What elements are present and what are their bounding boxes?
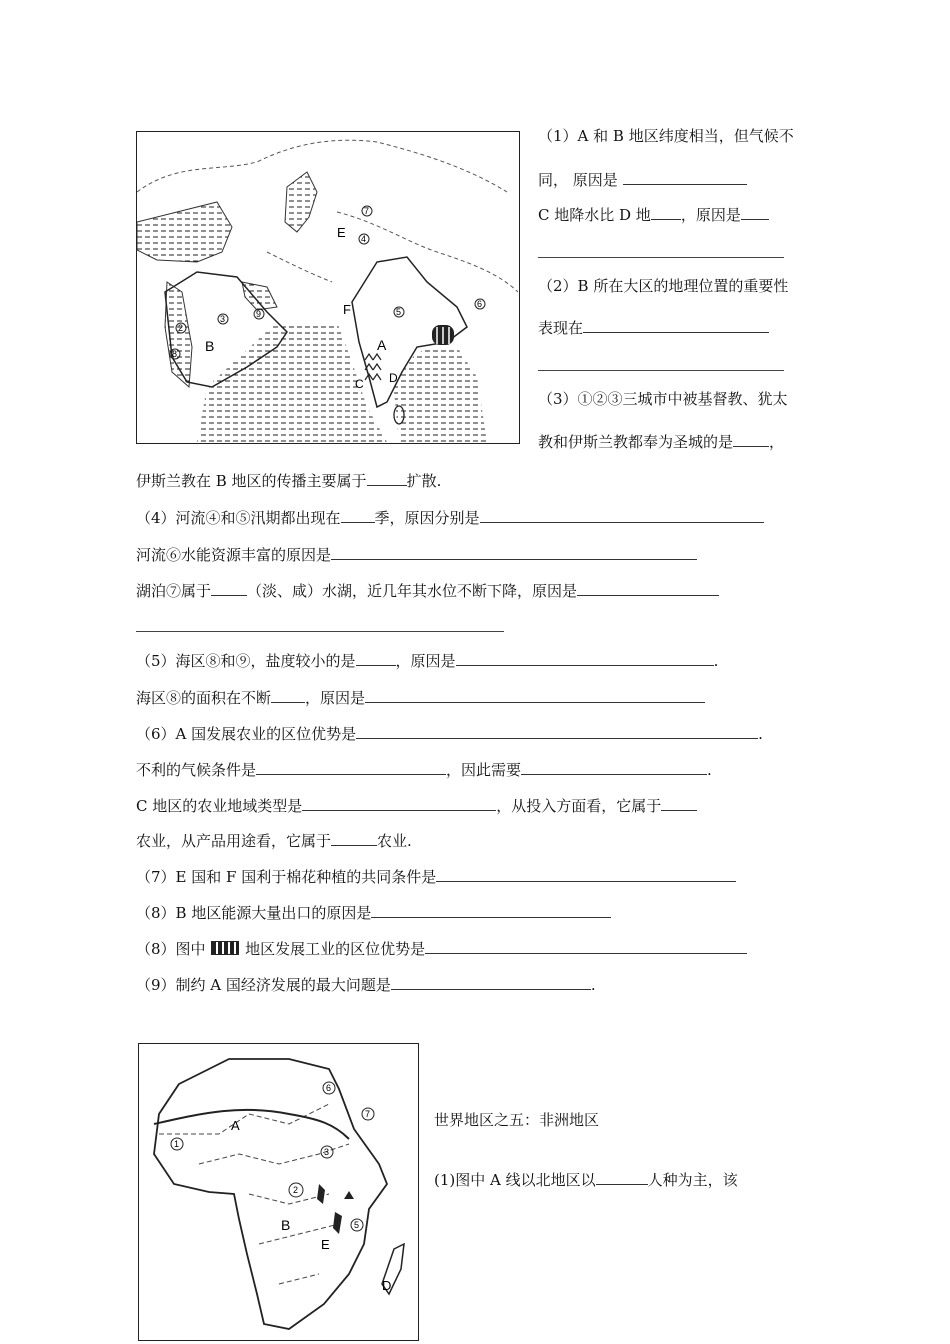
answer-blank[interactable]	[623, 170, 747, 185]
africa-map-drawing	[139, 1044, 417, 1339]
q6-line3-text-b: ，从投入方面看，它属于	[496, 797, 662, 815]
answer-blank[interactable]	[651, 205, 681, 220]
q7-text: （7）E 国和 F 国利于棉花种植的共同条件是	[136, 868, 437, 886]
map1-num-6: 6	[477, 299, 483, 309]
q4-line2	[136, 545, 697, 565]
q6-line1-end: .	[758, 725, 763, 743]
industrial-area-legend-icon	[210, 940, 240, 956]
q1-line3-text-b: ，原因是	[680, 206, 741, 224]
q1-line2-text: 同， 原因是	[538, 171, 618, 189]
map1-num-7: 7	[364, 206, 370, 216]
map1-label-B: B	[205, 338, 215, 354]
africa-outline	[154, 1059, 387, 1329]
q5-line1-text-b: ，原因是	[395, 652, 456, 670]
africa-q1-text-a: (1)图中 A 线以北地区以	[434, 1171, 596, 1189]
q9-end: .	[590, 976, 596, 994]
answer-blank[interactable]	[425, 939, 747, 954]
q3-line1: （3）①②③三城市中被基督教、犹太	[538, 390, 788, 408]
q7-line	[136, 867, 736, 887]
q1-line3-text-a: C 地降水比 D 地	[538, 206, 651, 224]
q3-line3	[136, 471, 441, 491]
answer-blank[interactable]	[577, 581, 719, 596]
q6-line2	[136, 760, 712, 780]
map1-num-8: 8	[172, 349, 178, 359]
q8a-text: （8）B 地区能源大量出口的原因是	[136, 904, 372, 922]
answer-blank[interactable]	[331, 545, 697, 560]
answer-blank[interactable]	[356, 724, 758, 739]
answer-blank[interactable]	[365, 688, 705, 703]
answer-blank[interactable]	[341, 508, 375, 523]
asia-map	[136, 131, 520, 444]
q2-line2	[538, 318, 769, 338]
q6-line4-text-b: 农业.	[377, 832, 412, 850]
q6-line2-text-a: 不利的气候条件是	[136, 761, 257, 779]
q5-line2-text-b: ，原因是	[305, 689, 366, 707]
map1-label-D: D	[389, 371, 398, 385]
answer-blank[interactable]	[271, 688, 305, 703]
answer-blank[interactable]	[436, 867, 736, 882]
map1-num-4: 4	[361, 234, 367, 244]
q1-line2	[538, 170, 747, 190]
q4-line3	[136, 581, 719, 601]
q4-line1-text-b: 季，原因分别是	[374, 509, 480, 527]
map1-num-2: 2	[178, 323, 184, 333]
q6-line1-text: （6）A 国发展农业的区位优势是	[136, 725, 357, 743]
sea-persian-gulf	[242, 282, 277, 310]
q5-line1	[136, 651, 718, 671]
map2-num-2: 2	[293, 1185, 299, 1195]
map2-label-A: A	[231, 1118, 240, 1133]
map1-label-C: C	[355, 377, 364, 391]
q6-line3	[136, 796, 697, 816]
q4-line3-text-b: （淡、咸）水湖，近几年其水位不断下降，原因是	[247, 582, 578, 600]
q1-line1: （1）A 和 B 地区纬度相当，但气候不	[538, 127, 794, 145]
q4-line3-text-a: 湖泊⑦属于	[136, 582, 212, 600]
q3-line3-text-b: 扩散.	[406, 472, 442, 490]
q4-line2-text: 河流⑥水能资源丰富的原因是	[136, 546, 332, 564]
africa-section-title: 世界地区之五：非洲地区	[434, 1111, 600, 1129]
answer-line[interactable]	[538, 370, 784, 371]
answer-blank[interactable]	[211, 581, 247, 596]
answer-blank[interactable]	[302, 796, 496, 811]
q9-text: （9）制约 A 国经济发展的最大问题是	[136, 976, 391, 994]
map2-num-3: 3	[324, 1147, 330, 1157]
q6-line1	[136, 724, 763, 744]
map1-label-A: A	[377, 337, 387, 353]
q6-line3-text-a: C 地区的农业地域类型是	[136, 797, 303, 815]
q6-line2-text-b: ，因此需要	[446, 761, 522, 779]
map2-label-D: D	[382, 1278, 392, 1293]
map1-num-9: 9	[256, 309, 262, 319]
q8b-text-a: （8）图中	[136, 940, 206, 958]
q3-line3-text-a: 伊斯兰教在 B 地区的传播主要属于	[136, 472, 367, 490]
q6-line4-text-a: 农业，从产品用途看，它属于	[136, 832, 332, 850]
africa-q1-text-b: 人种为主，该	[647, 1171, 738, 1189]
q4-line1	[136, 508, 764, 528]
q1-line3	[538, 205, 769, 225]
asia-map-drawing	[137, 132, 518, 442]
answer-blank[interactable]	[521, 760, 707, 775]
answer-line[interactable]	[136, 631, 504, 632]
map1-num-5: 5	[396, 307, 402, 317]
map1-label-F: F	[343, 302, 351, 317]
q9-line	[136, 975, 596, 995]
map2-label-B: B	[281, 1217, 291, 1233]
q3-line2-end: ，	[769, 433, 785, 451]
africa-map	[138, 1043, 419, 1341]
answer-blank[interactable]	[733, 432, 769, 447]
q2-line1: （2）B 所在大区的地理位置的重要性	[538, 277, 789, 295]
answer-blank[interactable]	[480, 508, 764, 523]
q8b-line	[136, 939, 747, 959]
q3-line2-text: 教和伊斯兰教都奉为圣城的是	[538, 433, 734, 451]
answer-blank[interactable]	[661, 796, 697, 811]
map2-num-6: 6	[326, 1083, 332, 1093]
map2-num-5: 5	[354, 1220, 360, 1230]
answer-blank[interactable]	[256, 760, 446, 775]
q2-line2-text: 表现在	[538, 319, 584, 337]
q6-line4	[136, 831, 412, 851]
map1-num-3: 3	[220, 314, 226, 324]
map2-num-7: 7	[365, 1109, 371, 1119]
q8a-line	[136, 903, 611, 923]
q6-line2-end: .	[707, 761, 712, 779]
map1-label-E: E	[337, 225, 346, 240]
q5-line2	[136, 688, 705, 708]
q3-line2	[538, 432, 784, 452]
answer-blank[interactable]	[371, 903, 611, 918]
answer-blank[interactable]	[741, 205, 769, 220]
answer-blank[interactable]	[391, 975, 591, 990]
q5-line2-text-a: 海区⑧的面积在不断	[136, 689, 272, 707]
answer-blank[interactable]	[456, 651, 714, 666]
answer-blank[interactable]	[356, 651, 396, 666]
africa-q1-line	[434, 1170, 738, 1190]
q4-line1-text: （4）河流④和⑤汛期都出现在	[136, 509, 341, 527]
answer-blank[interactable]	[367, 471, 407, 486]
sea-caspian	[285, 172, 317, 232]
q8b-text-b: 地区发展工业的区位优势是	[245, 940, 426, 958]
answer-blank[interactable]	[583, 318, 769, 333]
answer-blank[interactable]	[596, 1170, 648, 1185]
sea-mediterranean	[137, 202, 232, 262]
map2-label-E: E	[321, 1237, 330, 1252]
q5-line1-text-a: （5）海区⑧和⑨，盐度较小的是	[136, 652, 356, 670]
answer-line[interactable]	[538, 257, 784, 258]
map2-num-1: 1	[174, 1139, 180, 1149]
answer-blank[interactable]	[331, 831, 377, 846]
q5-line1-end: .	[713, 652, 719, 670]
